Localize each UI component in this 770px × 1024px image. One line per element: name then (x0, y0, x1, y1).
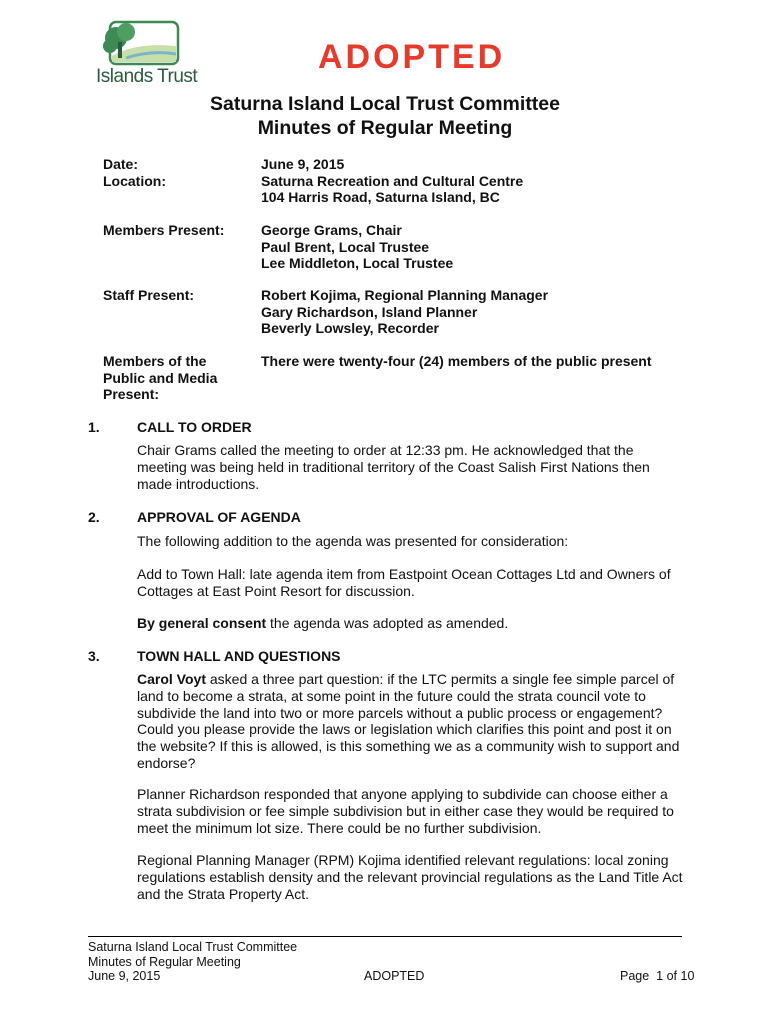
consent-bold: By general consent (137, 615, 267, 631)
date-value: June 9, 2015 (261, 156, 345, 172)
page-total: of 10 (666, 969, 695, 983)
public-label-line: Members of the (103, 353, 207, 369)
paragraph (137, 786, 687, 836)
public-label-line: Public and Media (103, 369, 218, 386)
paragraph-line: Could you please provide the laws or legislation which clarifies this point and post it on (137, 721, 672, 738)
staff-item: Robert Kojima, Regional Planning Manager (261, 287, 549, 303)
location-line-2: 104 Harris Road, Saturna Island, BC (261, 189, 500, 205)
consent-paragraph (137, 615, 687, 632)
islands-trust-logo (96, 20, 198, 90)
paragraph (137, 671, 687, 772)
location-label: Location: (103, 172, 166, 189)
footer-left (88, 940, 297, 984)
title-line-1: Saturna Island Local Trust Committee (210, 93, 560, 115)
members-label: Members Present: (103, 222, 225, 238)
paragraph-text: asked a three part question: if the LTC permits a single fee simple parcel of (205, 671, 675, 687)
member-item: George Grams, Chair (261, 222, 402, 238)
paragraph-line: Chair Grams called the meeting to order at 12:33 pm. He acknowledged that the (137, 442, 634, 458)
public-label-line: Present: (103, 386, 160, 402)
paragraph-line: Planner Richardson responded that anyone applying to subdivide can choose either a (137, 786, 668, 802)
paragraph-line: meet the minimum lot size. There could be no further subdivision. (137, 819, 542, 836)
footer-divider (88, 936, 682, 937)
section-number: 3. (88, 648, 100, 664)
paragraph (137, 852, 687, 902)
date-label: Date: (103, 156, 139, 172)
footer-line: Saturna Island Local Trust Committee (88, 940, 298, 954)
section-number: 2. (88, 509, 100, 525)
footer-line: Minutes of Regular Meeting (88, 954, 241, 969)
logo-graphic-icon (96, 20, 180, 66)
footer-line: June 9, 2015 (88, 969, 161, 983)
location-line-1: Saturna Recreation and Cultural Centre (261, 172, 524, 189)
staff-label: Staff Present: (103, 287, 195, 303)
paragraph (137, 566, 687, 600)
paragraph-line: meeting was being held in traditional territory of the Coast Salish First Nations then (137, 458, 650, 475)
paragraph-line: endorse? (137, 754, 196, 771)
staff-item: Beverly Lowsley, Recorder (261, 320, 439, 336)
footer-page (620, 969, 694, 984)
adopted-stamp: ADOPTED (318, 38, 506, 76)
paragraph-line: and the Strata Property Act. (137, 885, 309, 902)
paragraph (137, 442, 687, 492)
page-number: 1 (656, 969, 664, 983)
paragraph-line: Regional Planning Manager (RPM) Kojima identified relevant regulations: local zoning (137, 852, 669, 868)
paragraph (137, 533, 687, 550)
footer-status: ADOPTED (364, 969, 425, 983)
paragraph-line: Add to Town Hall: late agenda item from Eastpoint Ocean Cottages Ltd and Owners of (137, 566, 671, 582)
member-item: Lee Middleton, Local Trustee (261, 255, 454, 271)
speaker-name: Carol Voyt (137, 671, 206, 687)
title-line-2: Minutes of Regular Meeting (257, 117, 513, 139)
section-heading: APPROVAL OF AGENDA (137, 509, 301, 525)
staff-item: Gary Richardson, Island Planner (261, 303, 478, 320)
section-heading: TOWN HALL AND QUESTIONS (137, 648, 341, 664)
paragraph-line: made introductions. (137, 475, 260, 492)
paragraph-line: Cottages at East Point Resort for discussion. (137, 582, 415, 599)
paragraph-line: regulations establish density and the relevant provincial regulations as the Land Title Act (137, 868, 683, 885)
paragraph-line (137, 671, 687, 688)
page-word: Page (620, 969, 650, 983)
logo-text: Islands Trust (96, 66, 198, 87)
page-title (0, 92, 770, 140)
paragraph-line: subdivide the land into two or more parcels without a public process or engagement? (137, 704, 663, 721)
paragraph-line: The following addition to the agenda was presented for consideration: (137, 533, 569, 549)
consent-rest: the agenda was adopted as amended. (266, 615, 509, 631)
member-item: Paul Brent, Local Trustee (261, 238, 430, 255)
paragraph-line: strata subdivision or fee simple subdivision but in either case they would be required to (137, 802, 674, 819)
paragraph-line: the website? If this is allowed, is this something we as a community wish to support and (137, 738, 680, 755)
paragraph-line: land to become a strata, at some point in the future could the strata council vote to (137, 687, 646, 704)
section-heading: CALL TO ORDER (137, 419, 252, 435)
section-number: 1. (88, 419, 100, 435)
public-value: There were twenty-four (24) members of the public present (261, 353, 652, 369)
